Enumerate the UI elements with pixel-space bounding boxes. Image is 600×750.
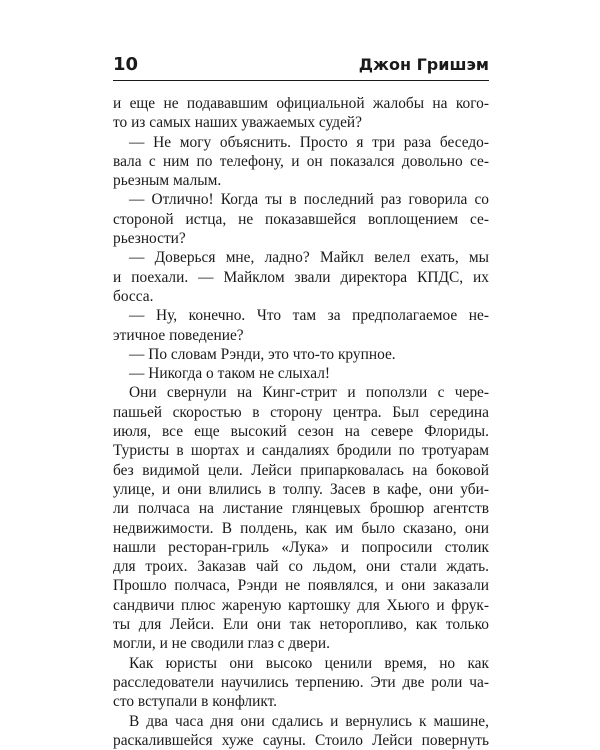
text-line: и поехали. — Майклом звали директора КПДС, их [113, 268, 489, 286]
text-line: — Не могу объяснить. Просто я три раза беседо- [129, 133, 489, 151]
text-line: нашли ресторан-гриль «Лука» и попросили столик [113, 538, 489, 556]
text-line: ты для Лейси. Ели они так неторопливо, как только [113, 616, 489, 634]
text-line: рьезным малым. [113, 172, 222, 190]
text-line: могли, и не сводили глаз с двери. [113, 635, 330, 653]
text-line: — Никогда о таком не слыхал! [129, 365, 331, 383]
page-number: 10 [113, 54, 139, 75]
text-line: ли полчаса на листание глянцевых брошюр агентств [113, 500, 489, 518]
text-line: то из самых наших уважаемых судей? [113, 114, 362, 132]
page-header [113, 54, 489, 80]
text-line: — По словам Рэнди, это что-то крупное. [129, 345, 396, 363]
text-line: босса. [113, 287, 154, 305]
text-line: Они свернули на Кинг-стрит и поползли с чере- [129, 384, 489, 402]
text-line: сандвичи плюс жареную картошку для Хьюго и фрук- [113, 596, 489, 614]
running-head-author: Джон Гришэм [358, 55, 489, 74]
text-line: рьезности? [113, 230, 186, 248]
text-line: Как юристы они высоко ценили время, но как [129, 654, 489, 672]
text-line: — Доверься мне, ладно? Майкл велел ехать, мы [129, 249, 489, 267]
text-line: вала с ним по телефону, и он показался довольно се- [113, 152, 489, 170]
text-line: — Ну, конечно. Что там за предполагаемое не- [129, 307, 489, 325]
text-line: июля, все еще высокий сезон на севере Флориды. [113, 423, 489, 441]
body-text [113, 94, 489, 750]
text-line: — Отлично! Когда ты в последний раз говорила со [129, 191, 489, 209]
text-line: расследователи научились терпению. Эти две роли ча- [113, 673, 489, 691]
text-line: раскалившейся хуже сауны. Стоило Лейси повернуть [113, 731, 489, 749]
text-line: Туристы в шортах и сандалиях бродили по тротуарам [113, 442, 489, 460]
text-line: В два часа дня они сдались и вернулись к машине, [129, 712, 489, 730]
text-line: Прошло полчаса, Рэнди не появлялся, и они заказали [113, 577, 489, 595]
text-line: этичное поведение? [113, 326, 244, 344]
text-line: пашьей скоростью в сторону центра. Был середина [113, 403, 489, 421]
text-line: недвижимости. В полдень, как им было сказано, они [113, 519, 489, 537]
text-line: для троих. Заказав чай со льдом, они стали ждать. [113, 558, 489, 576]
text-line: сто вступали в конфликт. [113, 693, 278, 711]
header-rule [113, 80, 489, 81]
text-line: и еще не подававшим официальной жалобы на кого- [113, 95, 489, 112]
text-line: без видимой цели. Лейси припарковалась на боковой [113, 461, 489, 479]
text-line: улице, и они влились в толпу. Засев в кафе, они уби- [113, 480, 489, 498]
text-line: стороной истца, не показавшейся воплощением се- [113, 210, 489, 228]
